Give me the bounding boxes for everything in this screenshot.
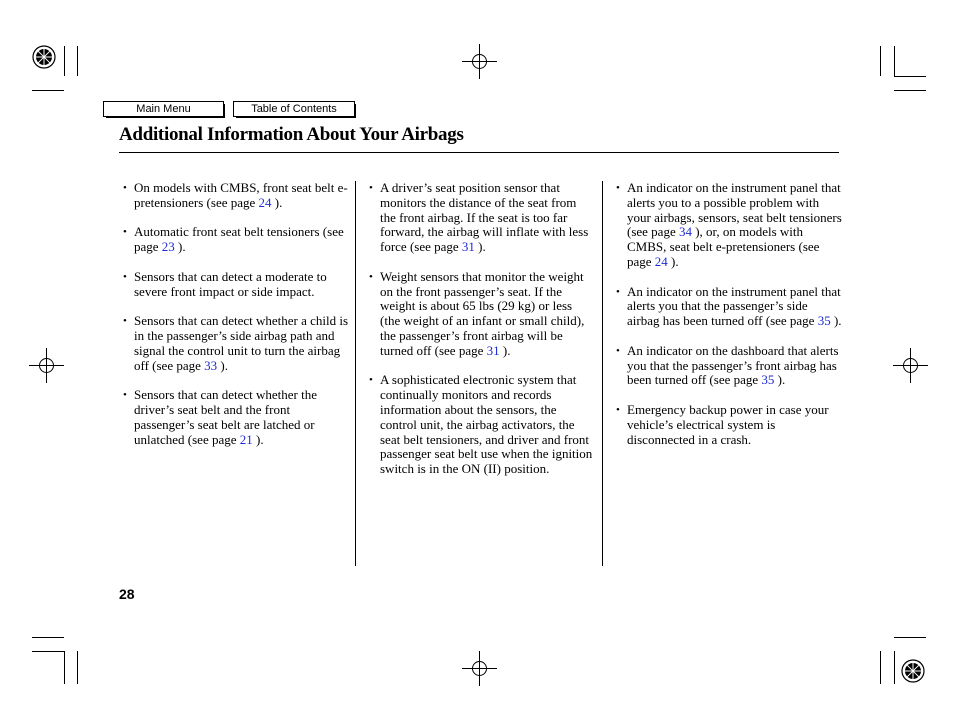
- column-divider-2: [602, 181, 603, 566]
- list-item: • A driver’s seat position sensor that monitors the distance of the seat from the front airbag. If the seat is too far forward, the airbag will inflate with less force (see page 31 ).: [369, 181, 595, 255]
- column-3: [616, 181, 842, 462]
- page-link[interactable]: 24: [258, 194, 272, 210]
- page-number: 28: [119, 586, 135, 602]
- list-item: • A sophisticated electronic system that continually monitors and records information about the sensors, the control unit, the airbag activators, the seat belt tensioners, and driver and front passenger seat belt use when the ignition switch is in the ON (II) position.: [369, 373, 595, 477]
- list-item: • An indicator on the instrument panel that alerts you to a possible problem with your airbags, sensors, seat belt tensioners (see page 34 ), or, on models with CMBS, seat belt e-pretensioners (see page 24 ).: [616, 181, 842, 270]
- page-title: Additional Information About Your Airbags: [119, 124, 464, 145]
- list-item: • An indicator on the instrument panel that alerts you that the passenger’s side airbag has been turned off (see page 35 ).: [616, 285, 842, 329]
- list-item: • Sensors that can detect a moderate to severe front impact or side impact.: [123, 270, 351, 300]
- column-2: [369, 181, 595, 492]
- page-link[interactable]: 33: [204, 357, 218, 373]
- list-item: • Emergency backup power in case your vehicle’s electrical system is disconnected in a crash.: [616, 403, 842, 447]
- starburst-mark-top-left: [33, 46, 55, 68]
- page-link[interactable]: 34: [678, 224, 692, 240]
- list-item: • Weight sensors that monitor the weight on the front passenger’s seat. If the weight is about 65 lbs (29 kg) or less (the weight of an infant or small child), the passenger’s front airbag will be turned off (see page 31 ).: [369, 270, 595, 359]
- list-item: • An indicator on the dashboard that alerts you that the passenger’s front airbag has been turned off (see page 35 ).: [616, 344, 842, 388]
- title-rule: [119, 152, 839, 153]
- list-item: • On models with CMBS, front seat belt e-pretensioners (see page 24 ).: [123, 181, 351, 211]
- main-menu-button[interactable]: Main Menu: [103, 101, 224, 117]
- table-of-contents-button[interactable]: Table of Contents: [233, 101, 355, 117]
- column-1: [123, 181, 351, 462]
- list-item: • Sensors that can detect whether the driver’s seat belt and the front passenger’s seat belt are latched or unlatched (see page 21 ).: [123, 388, 351, 447]
- page-link[interactable]: 24: [654, 253, 668, 269]
- page-link[interactable]: 35: [817, 313, 831, 329]
- page-link[interactable]: 31: [461, 239, 475, 255]
- column-divider-1: [355, 181, 356, 566]
- page-link[interactable]: 31: [486, 342, 500, 358]
- page-link[interactable]: 35: [761, 372, 775, 388]
- page-link[interactable]: 23: [161, 239, 175, 255]
- starburst-mark-bottom-right: [902, 660, 924, 682]
- list-item: • Automatic front seat belt tensioners (see page 23 ).: [123, 225, 351, 255]
- page-link[interactable]: 21: [239, 431, 253, 447]
- list-item: • Sensors that can detect whether a child is in the passenger’s side airbag path and signal the control unit to turn the airbag off (see page 33 ).: [123, 314, 351, 373]
